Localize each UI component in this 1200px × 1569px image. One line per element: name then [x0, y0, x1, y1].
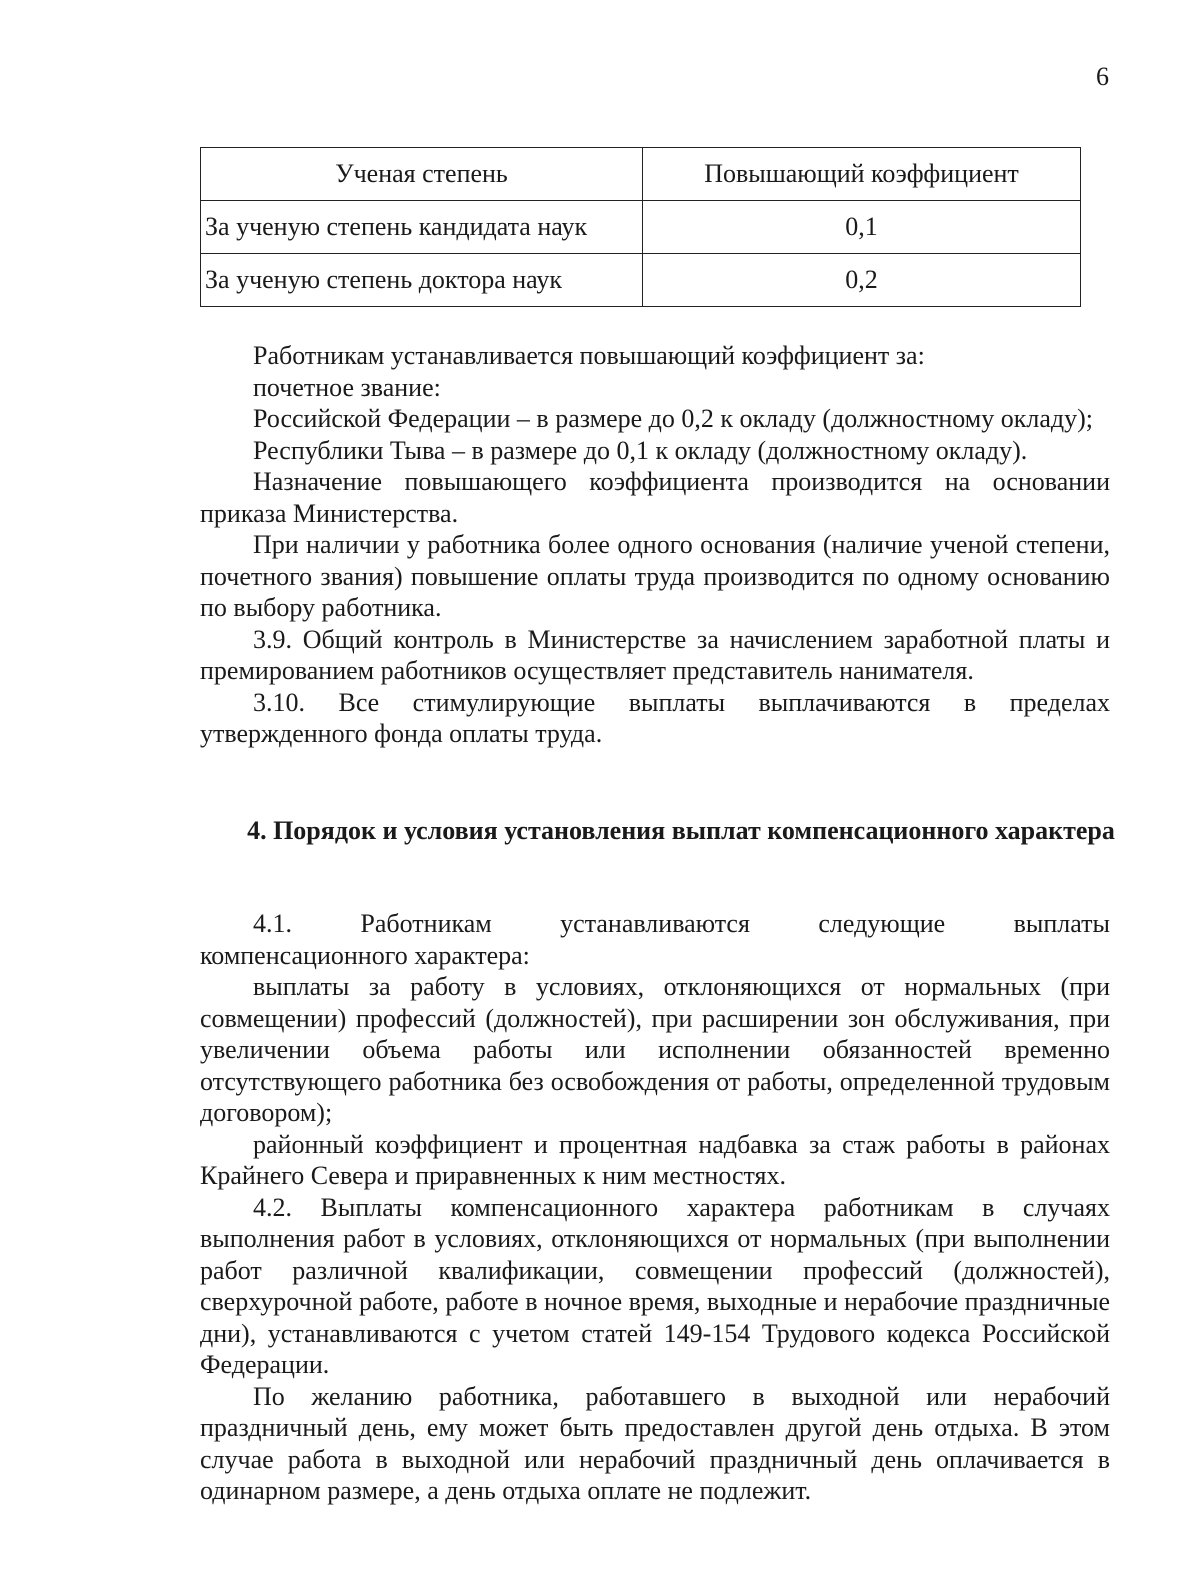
paragraph: По желанию работника, работавшего в выходной или нерабочий праздничный день, ему может быть предоставлен другой день отдыха. В этом случае работа в выходной или нерабочий праздничный день оплачивается в одинарном размере, а день отдыха оплате не подлежит.: [200, 1381, 1110, 1505]
table-cell-value: 0,1: [643, 201, 1081, 254]
table-header-cell: Повышающий коэффициент: [643, 148, 1081, 201]
paragraph: При наличии у работника более одного основания (наличие ученой степени, почетного звания) повышение оплаты труда производится по одному основанию по выбору работника.: [200, 530, 1110, 622]
paragraph-continuation: компенсационного характера:: [200, 940, 530, 970]
paragraph: Российской Федерации – в размере до 0,2 к окладу (должностному окладу);: [253, 404, 1093, 433]
word: выплаты: [1013, 909, 1110, 938]
paragraph: выплаты за работу в условиях, отклоняющихся от нормальных (при совмещении) профессий (должностей), при расширении зон обслуживания, при увеличении объема работы или исполнении обязанностей временно отсутствующего работника без освобождения от работы, определенной трудовым договором);: [200, 972, 1110, 1127]
body-text-block: [200, 340, 1110, 750]
word: Работникам: [360, 909, 492, 938]
paragraph: Республики Тыва – в размере до 0,1 к окладу (должностному окладу).: [253, 435, 1028, 465]
table-cell-label: За ученую степень доктора наук: [201, 254, 643, 307]
page-number: 6: [1096, 62, 1109, 91]
table-header-cell: Ученая степень: [201, 148, 643, 201]
word: следующие: [818, 909, 946, 938]
paragraph: 3.10. Все стимулирующие выплаты выплачиваются в пределах утвержденного фонда оплаты труда.: [200, 687, 1110, 748]
paragraph: почетное звание:: [253, 372, 441, 402]
paragraph: районный коэффициент и процентная надбавка за стаж работы в районах Крайнего Севера и приравненных к ним местностях.: [200, 1129, 1110, 1190]
section-heading: 4. Порядок и условия установления выплат компенсационного характера: [247, 816, 1115, 845]
paragraph: Работникам устанавливается повышающий коэффициент за:: [253, 341, 925, 370]
table-header-row: [201, 148, 1081, 201]
paragraph-first-line: [200, 908, 1110, 940]
paragraph: 3.9. Общий контроль в Министерстве за начислением заработной платы и премированием работников осуществляет представитель нанимателя.: [200, 624, 1110, 685]
paragraph: 4.2. Выплаты компенсационного характера работникам в случаях выполнения работ в условиях, отклоняющихся от нормальных (при выполнении работ различной квалификации, совмещении профессий (должностей), сверхурочной работе, работе в ночное время, выходные и нерабочие праздничные дни), устанавливаются с учетом статей 149-154 Трудового кодекса Российской Федерации.: [200, 1192, 1110, 1379]
word: 4.1.: [253, 909, 292, 938]
coefficient-table: [200, 147, 1081, 307]
body-text-block: [200, 908, 1110, 1507]
word: устанавливаются: [560, 909, 750, 938]
table-row: [201, 201, 1081, 254]
paragraph: Назначение повышающего коэффициента производится на основании приказа Министерства.: [200, 467, 1110, 528]
table-row: [201, 254, 1081, 307]
table-cell-value: 0,2: [643, 254, 1081, 307]
table-cell-label: За ученую степень кандидата наук: [201, 201, 643, 254]
